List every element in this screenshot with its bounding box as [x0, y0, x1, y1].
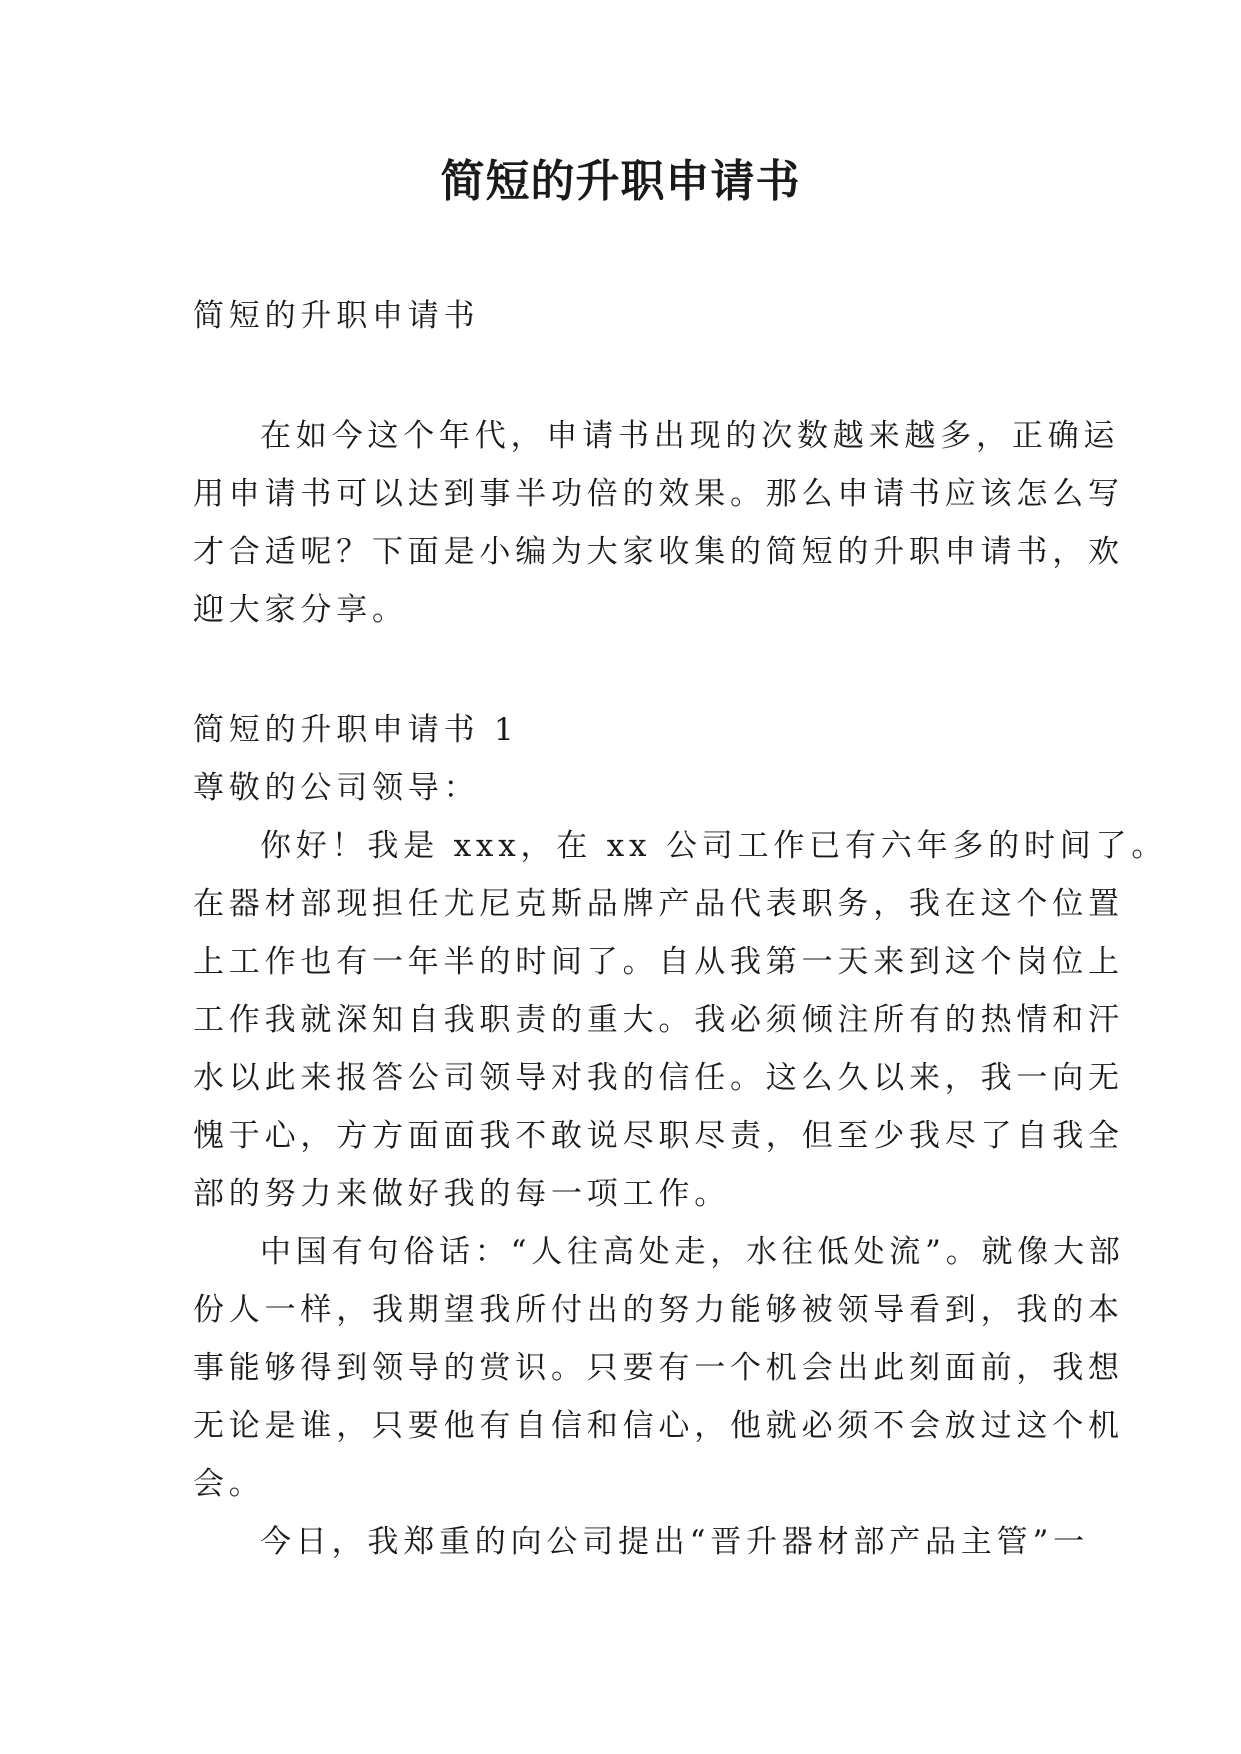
paragraph-line: 愧于心，方方面面我不敢说尽职尽责，但至少我尽了自我全	[193, 1118, 1124, 1154]
paragraph-line: 上工作也有一年半的时间了。自从我第一天来到这个岗位上	[193, 944, 1124, 980]
paragraph-1	[193, 817, 1168, 1223]
paragraph-line: 份人一样，我期望我所付出的努力能够被领导看到，我的本	[193, 1292, 1124, 1328]
letter-section	[193, 701, 1168, 1571]
paragraph-line: 会。	[193, 1466, 265, 1502]
document-title: 简短的升职申请书	[440, 156, 801, 207]
document-subtitle: 简短的升职申请书	[193, 298, 480, 334]
paragraph-line: 水以此来报答公司领导对我的信任。这么久以来，我一向无	[193, 1060, 1124, 1096]
intro-line: 在如今这个年代，申请书出现的次数越来越多，正确运	[260, 418, 1120, 454]
paragraph-line: 中国有句俗话：“人往高处走，水往低处流”。就像大部	[260, 1234, 1125, 1270]
intro-paragraph	[193, 407, 1124, 639]
paragraph-line: 在器材部现担任尤尼克斯品牌产品代表职务，我在这个位置	[193, 886, 1124, 922]
section-heading: 简短的升职申请书 1	[193, 712, 519, 748]
intro-line: 用申请书可以达到事半功倍的效果。那么申请书应该怎么写	[193, 476, 1124, 512]
intro-line: 才合适呢？下面是小编为大家收集的简短的升职申请书，欢	[193, 534, 1124, 570]
paragraph-line: 事能够得到领导的赏识。只要有一个机会出此刻面前，我想	[193, 1350, 1124, 1386]
document-body	[193, 287, 1168, 1571]
paragraph-line: 无论是谁，只要他有自信和信心，他就必须不会放过这个机	[193, 1408, 1124, 1444]
paragraph-line: 部的努力来做好我的每一项工作。	[193, 1176, 730, 1212]
paragraph-line: 工作我就深知自我职责的重大。我必须倾注所有的热情和汗	[193, 1002, 1124, 1038]
paragraph-line: 你好！我是 xxx，在 xx 公司工作已有六年多的时间了。	[260, 828, 1168, 864]
intro-line: 迎大家分享。	[193, 592, 408, 628]
paragraph-3	[193, 1513, 1089, 1571]
paragraph-line: 今日，我郑重的向公司提出“晋升器材部产品主管”一	[260, 1524, 1089, 1560]
paragraph-2	[193, 1223, 1125, 1513]
salutation: 尊敬的公司领导：	[193, 770, 480, 806]
